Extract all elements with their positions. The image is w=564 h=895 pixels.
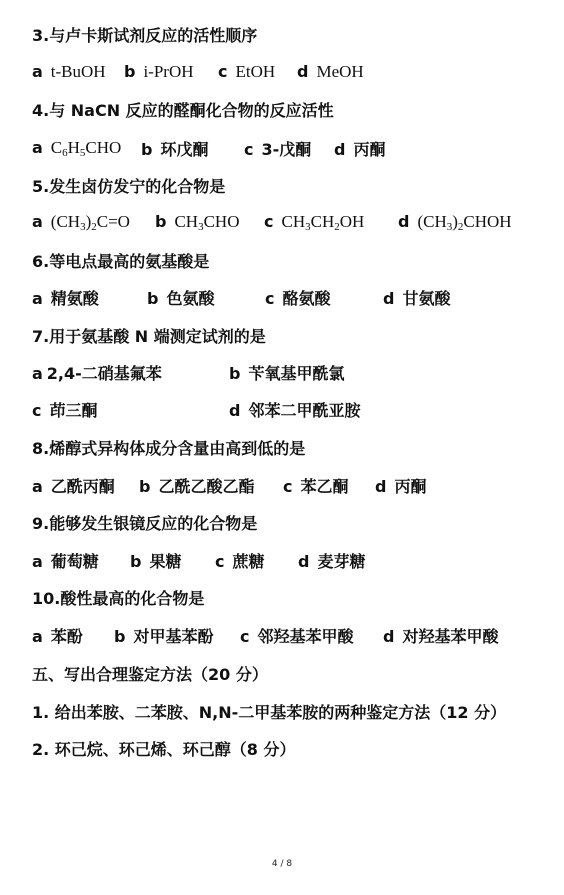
page-number: 4 / 8 <box>271 859 293 869</box>
option-letter: a <box>32 138 43 157</box>
option-text: $(CH_3)_2C=O$ <box>50 212 130 233</box>
option-9a <box>32 552 99 572</box>
option-letter: c <box>244 140 254 159</box>
option-letter: a <box>32 212 43 231</box>
question-6 <box>32 252 209 272</box>
option-6b <box>147 289 214 309</box>
option-text: 精氨酸 <box>50 289 99 308</box>
option-letter: a <box>32 364 43 383</box>
question-9 <box>32 514 257 534</box>
option-letter: c <box>265 289 275 308</box>
option-letter: a <box>32 289 43 308</box>
question-number: 3. <box>32 26 50 45</box>
option-letter: d <box>229 401 241 420</box>
option-letter: d <box>375 477 387 496</box>
option-letter: c <box>218 62 228 81</box>
option-10a <box>32 627 83 647</box>
option-text: 乙酰丙酮 <box>50 477 115 496</box>
option-6d <box>383 289 450 309</box>
option-letter: b <box>229 364 241 383</box>
option-letter: a <box>32 62 43 81</box>
question-number: 6. <box>32 252 50 271</box>
option-9d <box>298 552 365 572</box>
question-number: 4. <box>32 101 50 120</box>
option-letter: c <box>215 552 225 571</box>
option-10b <box>114 627 213 647</box>
option-4d <box>334 140 385 160</box>
option-letter: b <box>139 477 151 496</box>
question-5 <box>32 177 225 197</box>
option-text: 苯乙酮 <box>300 477 349 496</box>
option-letter: c <box>283 477 293 496</box>
section-item-1: 1. 给出苯胺、二苯胺、N,N-二甲基苯胺的两种鉴定方法（12 分） <box>32 703 507 722</box>
option-8c <box>283 477 349 497</box>
option-text: i-PrOH <box>143 62 194 81</box>
option-letter: a <box>32 627 43 646</box>
option-text: 3-戊酮 <box>261 140 312 159</box>
option-text: 茚三酮 <box>49 401 98 420</box>
question-4 <box>32 101 334 121</box>
option-text: 对甲基苯酚 <box>133 627 214 646</box>
option-3b <box>124 62 194 82</box>
option-text: 苄氧基甲酰氯 <box>248 364 345 383</box>
option-text: 乙酰乙酸乙酯 <box>158 477 255 496</box>
question-text: 发生卤仿发宁的化合物是 <box>49 177 226 196</box>
option-8b <box>139 477 254 497</box>
option-letter: b <box>147 289 159 308</box>
option-6a <box>32 289 99 309</box>
option-letter: d <box>298 552 310 571</box>
question-number: 5. <box>32 177 50 196</box>
question-number: 9. <box>32 514 50 533</box>
option-text: $CH_3CHO$ <box>174 212 240 233</box>
option-letter: d <box>383 627 395 646</box>
option-7b <box>229 364 344 384</box>
question-number: 10. <box>32 589 61 608</box>
option-4c <box>244 140 311 160</box>
option-8d <box>375 477 426 497</box>
option-4b <box>141 140 208 160</box>
option-10d <box>383 627 498 647</box>
section-item-2: 2. 环己烷、环己烯、环己醇（8 分） <box>32 740 296 759</box>
option-6c <box>265 289 331 309</box>
option-letter: c <box>240 627 250 646</box>
option-5d <box>398 212 512 232</box>
option-text: 丙酮 <box>353 140 386 159</box>
option-letter: d <box>383 289 395 308</box>
option-letter: d <box>398 212 410 231</box>
question-text: 与卢卡斯试剂反应的活性顺序 <box>49 26 258 45</box>
question-10 <box>32 589 204 609</box>
option-7d <box>229 401 360 421</box>
option-text: $CH_3CH_2OH$ <box>281 212 365 233</box>
option-text: t-BuOH <box>50 62 106 81</box>
question-8 <box>32 439 305 459</box>
option-text: 果糖 <box>149 552 182 571</box>
option-text: 对羟基苯甲酸 <box>402 627 499 646</box>
option-text: EtOH <box>235 62 276 81</box>
question-text: 酸性最高的化合物是 <box>60 589 205 608</box>
option-letter: b <box>124 62 136 81</box>
option-text: 邻苯二甲酰亚胺 <box>248 401 361 420</box>
option-text: 甘氨酸 <box>402 289 451 308</box>
option-text: 酪氨酸 <box>282 289 331 308</box>
option-text: 蔗糖 <box>232 552 265 571</box>
option-text: 葡萄糖 <box>50 552 99 571</box>
option-letter: d <box>297 62 309 81</box>
option-3c <box>218 62 275 82</box>
option-10c <box>240 627 354 647</box>
option-letter: b <box>114 627 126 646</box>
option-3a <box>32 62 106 82</box>
option-9b <box>130 552 181 572</box>
option-5b <box>155 212 239 232</box>
option-3d <box>297 62 364 82</box>
option-letter: c <box>32 401 42 420</box>
option-9c <box>215 552 265 572</box>
question-text: 与 NaCN 反应的醛酮化合物的反应活性 <box>49 101 334 120</box>
question-3 <box>32 26 257 46</box>
option-letter: b <box>155 212 167 231</box>
section-title: 五、写出合理鉴定方法（20 分） <box>32 665 268 684</box>
option-4a <box>32 138 121 158</box>
option-letter: d <box>334 140 346 159</box>
option-text: 丙酮 <box>394 477 427 496</box>
question-text: 烯醇式异构体成分含量由高到低的是 <box>49 439 306 458</box>
option-letter: a <box>32 552 43 571</box>
option-text: 2,4-二硝基氟苯 <box>46 364 162 383</box>
option-text: 环戊酮 <box>160 140 209 159</box>
option-letter: b <box>141 140 153 159</box>
option-text: MeOH <box>316 62 364 81</box>
question-number: 8. <box>32 439 50 458</box>
option-text: 色氨酸 <box>166 289 215 308</box>
option-text: 苯酚 <box>50 627 83 646</box>
question-text: 用于氨基酸 N 端测定试剂的是 <box>49 327 266 346</box>
option-text: 麦芽糖 <box>317 552 366 571</box>
option-letter: a <box>32 477 43 496</box>
question-text: 等电点最高的氨基酸是 <box>49 252 210 271</box>
question-number: 7. <box>32 327 50 346</box>
option-letter: c <box>264 212 274 231</box>
option-text: $C_6H_5CHO$ <box>50 138 122 159</box>
option-5c <box>264 212 364 232</box>
option-8a <box>32 477 115 497</box>
question-7 <box>32 327 266 347</box>
option-7c <box>32 401 98 421</box>
option-5a <box>32 212 130 232</box>
option-text: 邻羟基苯甲酸 <box>257 627 354 646</box>
option-text: $(CH_3)_2CHOH$ <box>417 212 512 233</box>
option-7a <box>32 364 162 384</box>
option-letter: b <box>130 552 142 571</box>
question-text: 能够发生银镜反应的化合物是 <box>49 514 258 533</box>
